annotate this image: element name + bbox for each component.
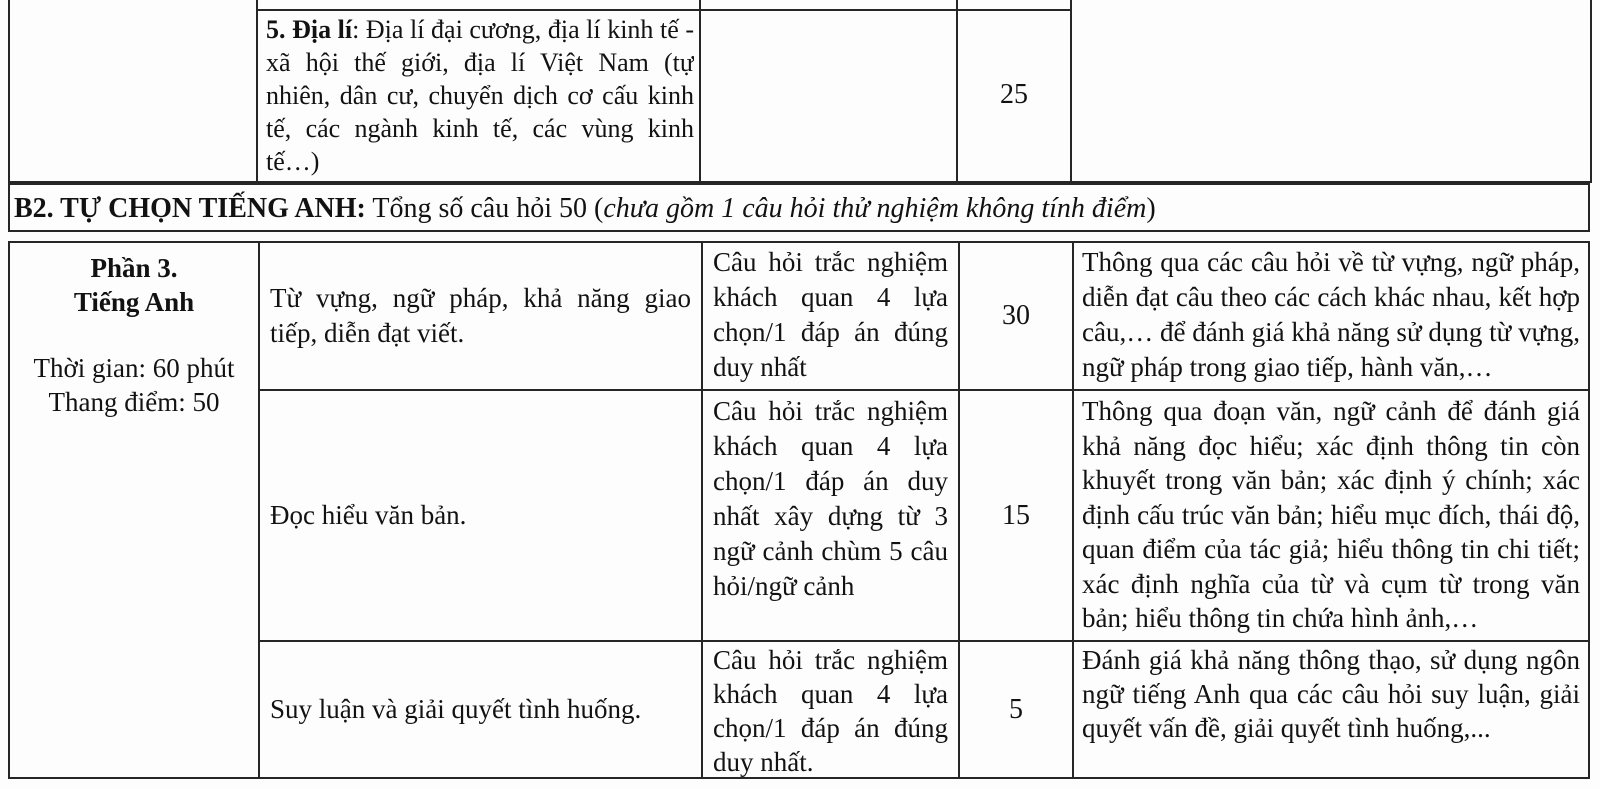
spacer: [10, 319, 258, 351]
evaluation-cell-row1: [1074, 243, 1588, 389]
evaluation-text: Đánh giá khả năng thông thạo, sử dụng ngôn ngữ tiếng Anh qua các câu hỏi suy luận, giải quyết vấn đề, giải quyết tình huống,...: [1082, 645, 1580, 743]
score-value: 5: [1009, 693, 1023, 725]
score-value: 15: [1002, 499, 1030, 531]
content-text: Suy luận và giải quyết tình huống.: [270, 694, 642, 724]
subject-geography-text: : Địa lí đại cương, địa lí kinh tế - xã hội thế giới, địa lí Việt Nam (tự nhiên, dân cư, chuyển dịch cơ cấu kinh tế, các ngành kinh tế, các vùng kinh tế…): [266, 15, 694, 176]
question-type-cell-row2: [703, 391, 958, 640]
section-b2-title: B2. TỰ CHỌN TIẾNG ANH:: [14, 193, 366, 224]
section-b2-close: ): [1146, 193, 1156, 224]
content-text: Từ vựng, ngữ pháp, khả năng giao tiếp, diễn đạt viết.: [270, 283, 691, 348]
question-type-cell-row3: [703, 642, 958, 777]
score-value: 30: [1002, 300, 1030, 331]
table-border: [256, 9, 1072, 11]
section-b2-note-italic: chưa gồm 1 câu hỏi thử nghiệm không tính điểm: [603, 193, 1147, 224]
table-border: [1070, 0, 1072, 183]
table-border: [8, 0, 10, 183]
subject-geography-label: 5. Địa lí: [266, 15, 353, 44]
score-value: 25: [1000, 79, 1028, 110]
content-text: Đọc hiểu văn bản.: [270, 500, 467, 530]
score-cell-geography: [958, 9, 1070, 181]
evaluation-cell-row3: [1074, 642, 1588, 777]
table-border: [256, 0, 258, 183]
content-cell-vocabulary: [260, 243, 701, 389]
table-border: [1590, 0, 1592, 183]
question-type-text: Câu hỏi trắc nghiệm khách quan 4 lựa chọn/1 đáp án đúng duy nhất: [713, 247, 948, 382]
part3-table: [8, 241, 1590, 779]
subject-geography-cell: [266, 13, 694, 181]
section-b2-header: [8, 183, 1590, 232]
score-cell-row1: [960, 243, 1072, 389]
part3-duration: Thời gian: 60 phút: [33, 353, 235, 383]
question-type-cell-row1: [703, 243, 958, 389]
evaluation-cell-row2: [1074, 391, 1588, 640]
part3-subject: Tiếng Anh: [73, 287, 195, 317]
score-cell-row2: [960, 391, 1072, 640]
score-cell-row3: [960, 642, 1072, 777]
content-cell-reading: [260, 391, 701, 640]
question-type-text: Câu hỏi trắc nghiệm khách quan 4 lựa chọn/1 đáp án đúng duy nhất.: [713, 645, 948, 777]
part3-score-scale: Thang điểm: 50: [48, 387, 220, 417]
question-type-text: Câu hỏi trắc nghiệm khách quan 4 lựa chọn/1 đáp án duy nhất xây dựng từ 3 ngữ cảnh chùm 5 câu hỏi/ngữ cảnh: [713, 396, 948, 601]
content-cell-reasoning: [260, 642, 701, 777]
part3-info-cell: [10, 243, 258, 777]
evaluation-text: Thông qua đoạn văn, ngữ cảnh để đánh giá khả năng đọc hiểu; xác định thông tin còn khuyết trong văn bản; xác định ý chính; xác định cấu trúc văn bản; hiểu mục đích, thái độ, quan điểm của tác giả; hiểu thông tin chi tiết; xác định nghĩa của từ và cụm từ trong văn bản; hiểu thông tin chứa hình ảnh,…: [1082, 396, 1580, 633]
part3-title: Phần 3.: [90, 253, 178, 283]
table-border: [699, 0, 701, 183]
evaluation-text: Thông qua các câu hỏi về từ vựng, ngữ pháp, diễn đạt câu theo các cách khác nhau, kết hợp câu,… để đánh giá khả năng sử dụng từ vựng, ngữ pháp trong giao tiếp, hành văn,…: [1082, 247, 1580, 382]
section-b2-total: Tổng số câu hỏi 50 (: [365, 193, 604, 224]
